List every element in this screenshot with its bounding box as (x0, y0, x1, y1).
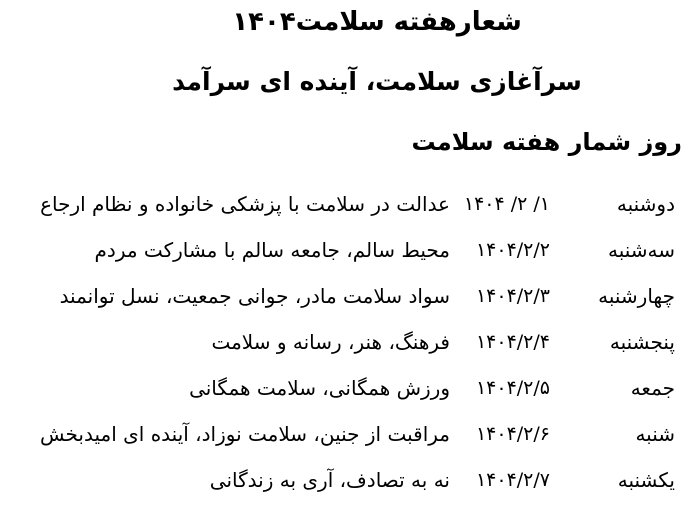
table-row (0, 411, 698, 457)
day-name: چهارشنبه (598, 284, 675, 308)
date-value: ۱۴۰۴/۲/۶ (475, 423, 550, 445)
date-value: ۱۴۰۴/۲/۷ (475, 469, 550, 491)
slogan-text: سواد سلامت مادر، جوانی جمعیت، نسل توانمند (59, 284, 450, 308)
slogan-text: نه به تصادف، آری به زندگانی (209, 468, 450, 492)
schedule-table (0, 181, 698, 503)
date-value: ۱۴۰۴ /۲ /۱ (463, 193, 550, 215)
document-title: شعارهفته سلامت۱۴۰۴ (232, 7, 522, 37)
table-row (0, 227, 698, 273)
date-value: ۱۴۰۴/۲/۳ (475, 285, 550, 307)
day-name: پنجشنبه (609, 330, 675, 354)
day-name: یکشنبه (617, 468, 675, 492)
slogan-text: ورزش همگانی، سلامت همگانی (189, 376, 450, 400)
slogan-text: عدالت در سلامت با پزشکی خانواده و نظام ارجاع (40, 192, 450, 216)
table-row (0, 273, 698, 319)
day-name: سه‌شنبه (607, 238, 675, 262)
day-name: دوشنبه (616, 192, 675, 216)
table-row (0, 181, 698, 227)
table-row (0, 365, 698, 411)
slogan-text: فرهنگ، هنر، رسانه و سلامت (211, 330, 450, 354)
table-row (0, 319, 698, 365)
day-name: جمعه (630, 376, 675, 400)
slogan-text: محیط سالم، جامعه سالم با مشارکت مردم (94, 238, 450, 262)
section-heading: روز شمار هفته سلامت (411, 128, 682, 156)
slogan-text: مراقبت از جنین، سلامت نوزاد، آینده ای امیدبخش (39, 422, 450, 446)
table-row (0, 457, 698, 503)
document-subtitle: سرآغازی سلامت، آینده ای سرآمد (172, 67, 582, 96)
date-value: ۱۴۰۴/۲/۵ (475, 377, 550, 399)
date-value: ۱۴۰۴/۲/۲ (475, 239, 550, 261)
date-value: ۱۴۰۴/۲/۴ (475, 331, 550, 353)
day-name: شنبه (635, 422, 675, 446)
